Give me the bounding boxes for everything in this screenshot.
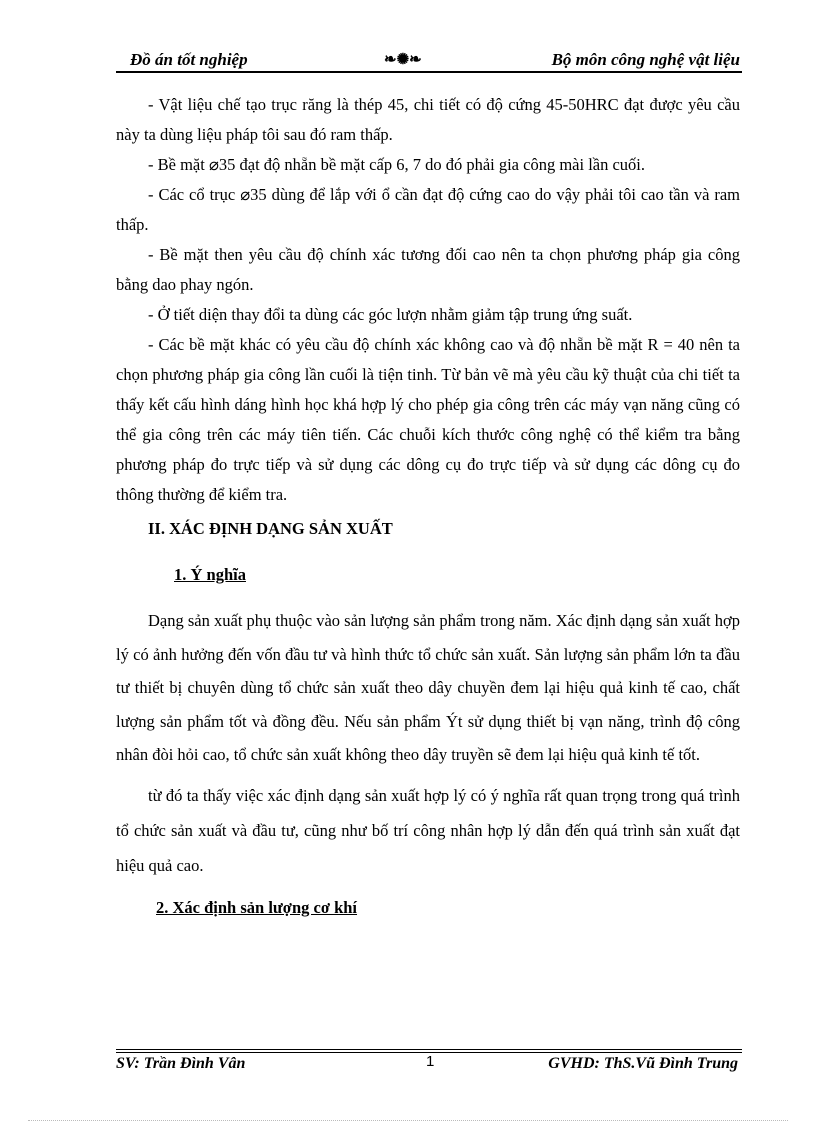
paragraph: - Ở tiết diện thay đổi ta dùng các góc lượn nhằm giảm tập trung ứng suất.	[148, 305, 633, 324]
header-ornament: ❧✺❧	[384, 52, 422, 68]
document-body	[116, 90, 740, 937]
page-header	[116, 48, 742, 72]
header-title: Đồ án tốt nghiệp	[130, 50, 248, 69]
footer-rule	[116, 1049, 742, 1050]
section-heading: II. XÁC ĐỊNH DẠNG SẢN XUẤT	[148, 519, 393, 538]
subsection-heading: 2. Xác định sản lượng cơ khí	[156, 897, 358, 917]
footer-student: SV: Trần Đình Vân	[116, 1055, 246, 1072]
header-rule	[116, 71, 742, 73]
paragraph: - Bề mặt then yêu cầu độ chính xác tương đối cao nên ta chọn phương pháp gia công bằng dao phay ngón.	[116, 245, 740, 294]
paragraph: Dạng sản xuất phụ thuộc vào sản lượng sản phẩm trong năm. Xác định dạng sản xuất hợp lý có ảnh hưởng đến vốn đầu tư và hình thức tổ chức sản xuất. Sản lượng sản phẩm lớn ta đầu tư thiết bị chuyên dùng tổ chức sản xuất theo dây chuyền đem lại hiệu quả kinh tế cao, chất lượng sản phẩm tốt và đồng đều. Nếu sản phẩm Ýt sử dụng thiết bị vạn năng, trình độ công nhân đòi hỏi cao, tổ chức sản xuất không theo dây truyền sẽ đem lại hiệu quả kinh tế tốt.	[116, 611, 740, 764]
footer-advisor: GVHD: ThS.Vũ Đình Trung	[548, 1055, 738, 1072]
page-footer	[116, 1055, 742, 1077]
paragraph: - Các bề mặt khác có yêu cầu độ chính xác không cao và độ nhẵn bề mặt R = 40 nên ta chọn phương pháp gia công lần cuối là tiện tinh. Từ bản vẽ mà yêu cầu kỹ thuật của chi tiết ta thấy kết cấu hình dáng hình học khá hợp lý cho phép gia công trên các máy vạn năng cũng có thể gia công trên các máy tiên tiến. Các chuỗi kích thước công nghệ có thể kiểm tra bằng phương pháp đo trực tiếp và sử dụng các dông cụ đo trực tiếp và sử dụng các dông cụ đo thông thường để kiểm tra.	[116, 335, 740, 504]
page-number: 1	[426, 1053, 435, 1070]
paragraph: từ đó ta thấy việc xác định dạng sản xuất hợp lý có ý nghĩa rất quan trọng trong quá trình tổ chức sản xuất và đầu tư, cũng như bố trí công nhân hợp lý dẫn đến quá trình sản xuất đạt hiệu quả cao.	[116, 785, 740, 875]
header-department: Bộ môn công nghệ vật liệu	[551, 50, 740, 69]
paragraph: - Các cổ trục ⌀35 dùng để lắp với ổ cần đạt độ cứng cao do vậy phải tôi cao tần và ram thấp.	[116, 185, 740, 234]
paragraph: - Bề mặt ⌀35 đạt độ nhẵn bề mặt cấp 6, 7 do đó phải gia công mài lần cuối.	[148, 155, 646, 174]
paragraph: - Vật liệu chế tạo trục răng là thép 45, chi tiết có độ cứng 45-50HRC đạt được yêu cầu này ta dùng liệu pháp tôi sau đó ram thấp.	[116, 95, 740, 144]
subsection-heading: 1. Ý nghĩa	[174, 565, 246, 584]
page-edge	[28, 1120, 788, 1121]
